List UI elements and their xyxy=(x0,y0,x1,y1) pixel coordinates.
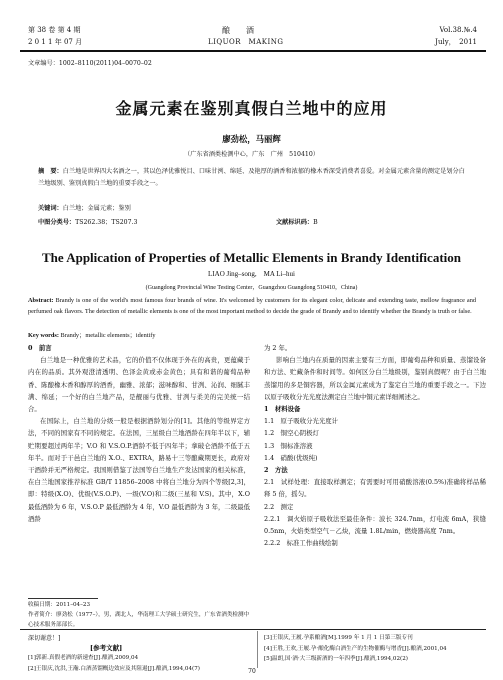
header-volume-en: Vol.38.№.4 xyxy=(439,26,477,34)
authors-cn: 廖劲松，马丽辉 xyxy=(222,134,281,144)
item-2-2: 2.2 测定 xyxy=(264,502,294,511)
header-journal-en: LIQUOR MAKING xyxy=(208,38,284,46)
item-1-4: 1.4 硝酸(优级纯) xyxy=(264,453,318,462)
keywords-cn-text: 白兰地；金属元素；鉴别 xyxy=(62,205,131,212)
item-2-2-1: 2.2.1 调火焰原子吸收法至最佳条件：波长 324.7nm，灯电流 6mA，狭缝 0.5nm，火焰类型空气－乙炔，流量 1.8L/min，燃烧器高度 7nm。 xyxy=(264,514,486,536)
references-left xyxy=(28,653,252,674)
left-column xyxy=(28,342,250,525)
item-1-2: 1.2 铜空心阴极灯 xyxy=(264,429,319,438)
footnote-rule xyxy=(28,598,98,599)
section-preface: 0 前言 xyxy=(28,344,52,352)
left-paragraph-2: 在国际上，白兰地的分级一般是根据酒龄划分的[1]。其他的等级界定方法，不同的国家有不同的规定。在法国，三星级白兰地酒龄在四年半以下，辅贮期要超过两年半；V.O 和 V.S.O.P.酒龄不低于四年半；拿破仑酒龄不低于五年半。而对于干邑白兰地的 X.O.、EXTRA，路易十三等酿藏期更长，政府对干酒龄并无严格规定。我国则借鉴了法国等白兰地生产发达国家的相关标准，在白兰地国家推荐标准 GB/T 11856–2008 中将白兰地分为四个等级[2,3]，即：特级(X.O)、优级(V.S.O.P)、一级(V.O)和二级(三星和 V.S)。其中，X.O 最低酒龄为 6 年，V.S.O.P 最低酒龄为 4 年，V.O 最低酒龄为 3 年，二级最低酒龄 xyxy=(28,417,250,523)
item-1-1: 1.1 原子吸收分光光度计 xyxy=(264,417,339,426)
affiliation-en: (Guangdong Provincial Wine Testing Center，Guangzhou Guangdong 510410，China) xyxy=(145,285,358,291)
doc-code xyxy=(276,217,318,229)
references-title: [参考文献] xyxy=(90,644,123,652)
keywords-cn xyxy=(38,203,131,215)
reference-3: [3]王银庆,王履.孕系酿酒[M].1999 年 1 月 1 日第三版专刊 xyxy=(264,635,413,641)
affiliation-cn: （广东省酒类检测中心，广东 广州 510410） xyxy=(184,151,319,158)
page-number: 70 xyxy=(240,668,264,675)
keywords-en-label: Key words: xyxy=(28,332,59,339)
authors-en: LIAO Jing–song, MA Li–hui xyxy=(208,270,295,278)
header-journal-cn: 酿 酒 xyxy=(222,26,254,35)
reference-1: [1]郭新.真假老酒的新速查[J].酿酒,2009,04 xyxy=(28,655,139,661)
reference-4: [4]王胜,王欢,王履.孕·酿化酶白酒生产的生物催酶与增香[J].酿酒,2001,04 xyxy=(264,645,447,652)
abstract-en-label: Abstract: xyxy=(28,297,54,304)
references-right xyxy=(264,633,484,665)
footnote xyxy=(28,600,250,630)
class-number-label: 中图分类号： xyxy=(38,219,76,226)
thanks-text: 深切谢意！] xyxy=(28,635,61,642)
doc-code-text: B xyxy=(313,219,318,226)
left-paragraph-1: 白兰地是一种优雅的艺术品，它的价值不仅体现于外在的高贵，更蕴藏于内在的品质。其外观澄清透明、色泽金黄或赤金黄色；具有和谐的葡萄品种香、陈酿橡木香和醇厚的酒香，幽雅、浓郁；滋味醇和、甘洌、沁润、细腻丰满、绵延；一个好的白兰地产品，是靓丽与优雅、甘洌与柔美的完美统一结合。 xyxy=(28,356,250,414)
doc-code-label: 文献标识码： xyxy=(276,219,314,226)
reference-2: [2]王银庆,沈洪,王瀚.白酒蒸馏概边效应及其阻遏[J].酿酒,1994,04(7) xyxy=(28,665,200,672)
header-date-en: July， 2011 xyxy=(435,38,477,46)
abstract-en xyxy=(28,296,476,318)
item-2-2-2: 2.2.2 标准工作曲线绘制 xyxy=(264,539,338,548)
title-en: The Application of Properties of Metallic Elements in Brandy Identification xyxy=(42,250,461,265)
abstract-cn-label: 摘 要： xyxy=(38,168,63,175)
right-column xyxy=(264,342,486,549)
footnote-bio: 作者简介：廖劲松（1977–），男，湖北人，华南理工大学硕士研究生，广东省酒类检测中心技术服务部部长。 xyxy=(28,612,250,628)
class-number-text: TS262.38；TS207.3 xyxy=(75,219,138,226)
right-paragraph-1: 影响白兰地内在质量的因素主要有三方面，即葡萄品种和质量、蒸馏设备和方法、贮藏条件和时间等。如何区分白兰地级别，鉴别真假呢？由于白兰地蒸馏用的多是铜容器，所以金属元素成为了鉴定白兰地的重要手段之一。下边以原子吸收分光光度法测定白兰地中铜元素详细阐述之。 xyxy=(264,356,486,401)
class-number xyxy=(38,217,137,229)
keywords-en xyxy=(28,330,156,339)
section-method: 2 方法 xyxy=(264,466,288,475)
footnote-received: 收稿日期：2011–04–23 xyxy=(28,602,91,608)
title-cn: 金属元素在鉴别真假白兰地中的应用 xyxy=(115,99,388,118)
keywords-cn-label: 关键词： xyxy=(38,205,63,212)
header-date-cn: 2 0 1 1 年 07 月 xyxy=(28,38,83,46)
header-volume-cn: 第 38 卷 第 4 期 xyxy=(28,26,81,34)
item-1-3: 1.3 铜标准溶液 xyxy=(264,441,313,450)
section-materials: 1 材料设备 xyxy=(264,405,301,414)
references-top-rule xyxy=(20,629,486,630)
header-rule xyxy=(20,50,486,52)
abstract-cn xyxy=(38,166,468,190)
item-2-1: 2.1 试样处理：直接取样测定；有需要时可用硝酸溶液(0.5%)准确将样品稀释 5 倍，摇匀。 xyxy=(264,478,486,499)
reference-5: [5]温朗,国·酒·大三级新酒的一年四季[J].酿酒,1994,02(2) xyxy=(264,656,408,662)
abstract-cn-text: 白兰地是世界四大名酒之一，其以色泽优雅悦目、口味甘洌、绵延、及艳厚的酒香和浓郁的橡木香深受消费者喜爱。对金属元素含量的测定是划分白兰地级别、鉴别真假白兰地的重要手段之一。 xyxy=(38,168,465,188)
abstract-en-text: Brandy is one of the world's most famous four brands of wine. It's welcomed by customers for its elegant color, delicate and extending taste, mellow fragrance and perfumed oak flavors. The detection of metallic elements is one of the most important method to decide the grade of Brandy and to identify whether the Brandy is truth or false. xyxy=(28,297,476,315)
right-continuation: 为 2 年。 xyxy=(264,344,292,352)
article-id: 文章编号：1002–8110(2011)04–0070–02 xyxy=(28,60,152,67)
keywords-en-text: Brandy；metallic elements；identify xyxy=(60,332,156,339)
